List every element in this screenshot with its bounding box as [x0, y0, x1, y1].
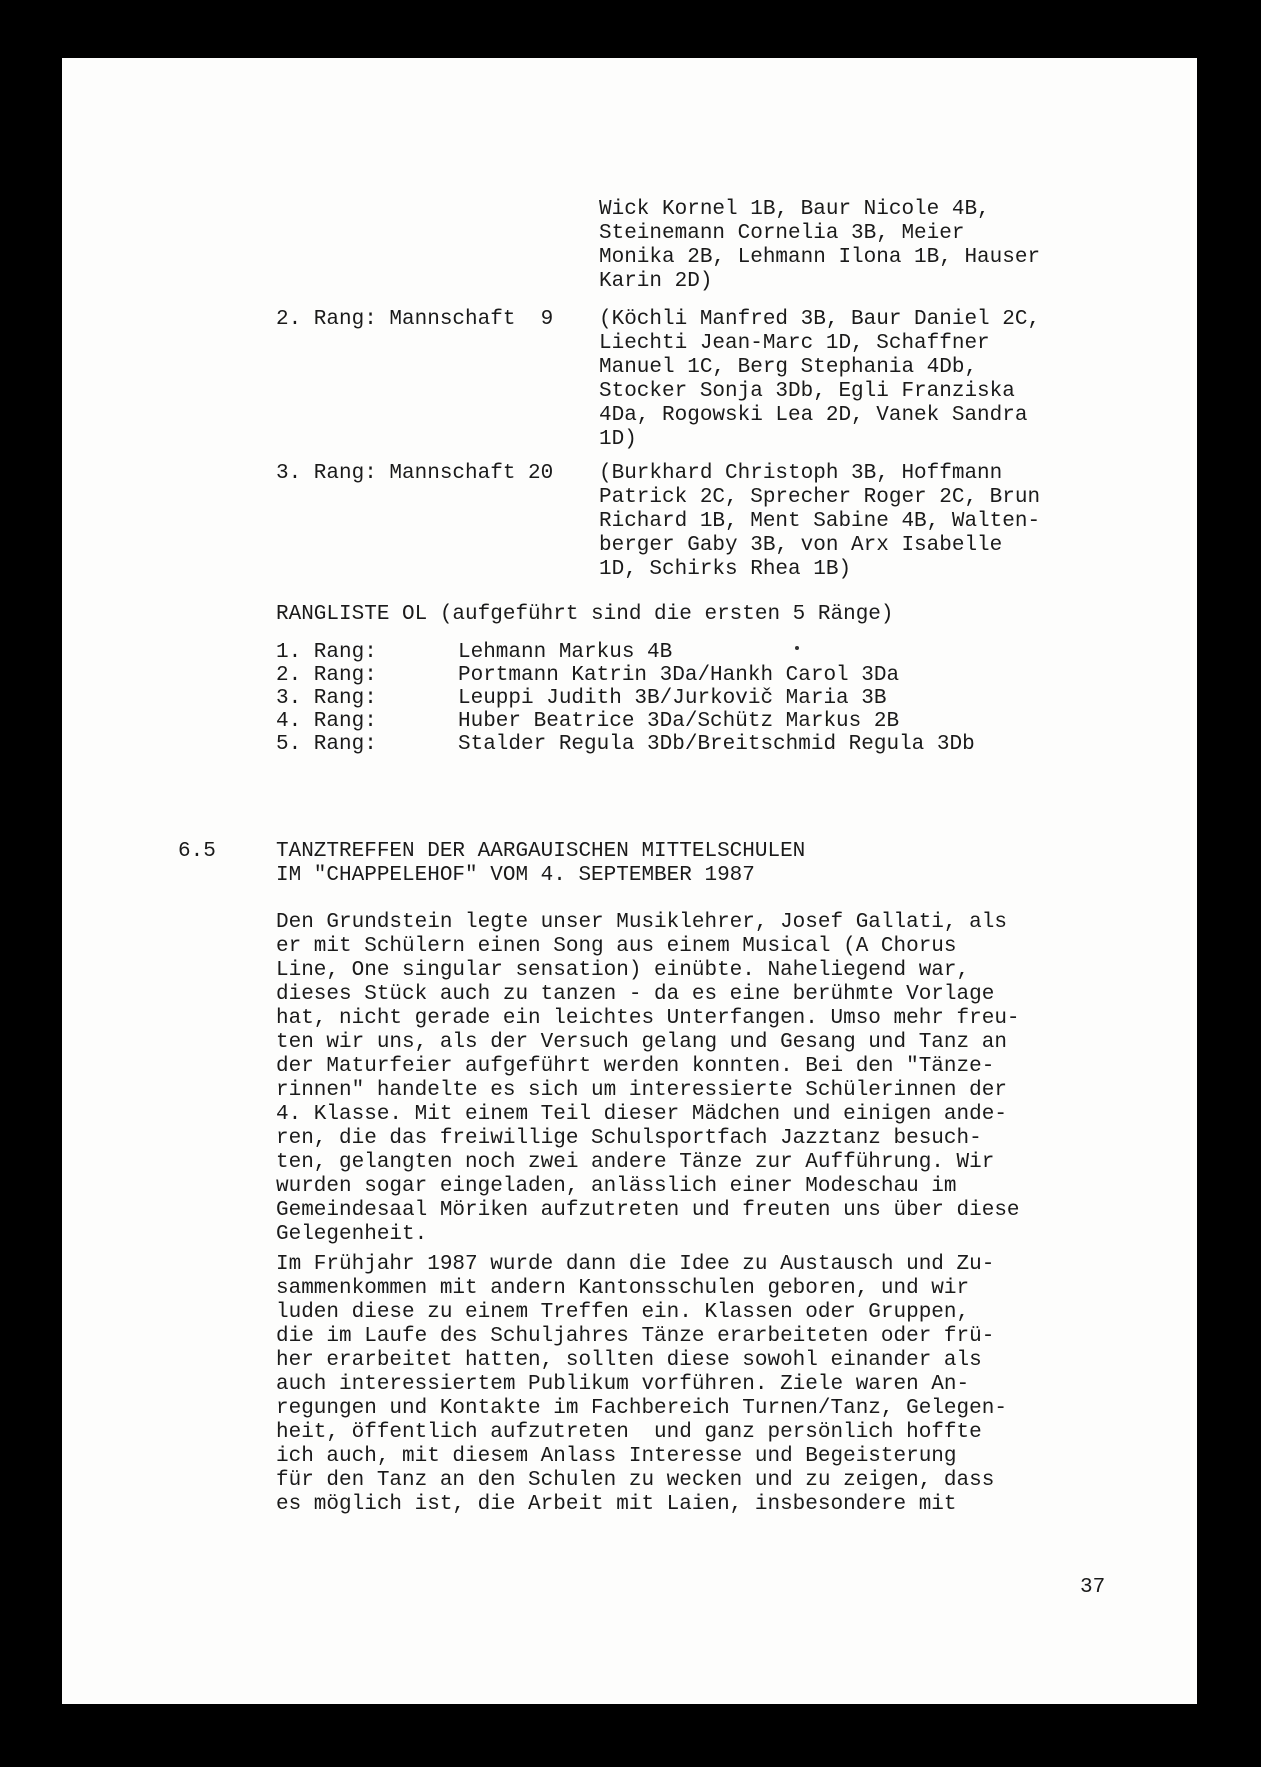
section-number: 6.5 — [178, 840, 216, 863]
rank3-members: (Burkhard Christoph 3B, Hoffmann Patrick 2C, Sprecher Roger 2C, Brun Richard 1B, Ment Sabine 4B, Walten- berger Gaby 3B, von Arx Isabelle 1D, Schirks Rhea 1B) — [599, 462, 1041, 581]
ol-rank-label: 2. Rang: — [276, 664, 377, 687]
ol-rank-names: Portmann Katrin 3Da/Hankh Carol 3Da — [458, 664, 900, 687]
ol-rank-names: Huber Beatrice 3Da/Schütz Markus 2B — [458, 710, 900, 733]
rank3-label: 3. Rang: Mannschaft 20 — [276, 462, 554, 485]
body-paragraph-1: Den Grundstein legte unser Musiklehrer, Josef Gallati, als er mit Schülern einen Song aus einem Musical (A Chorus Line, One singular sensation) einübte. Naheliegend war, dieses Stück auch zu tanzen - da es eine berühmte Vorlage hat, nicht gerade ein leichtes Unterfangen. Umso mehr freu- ten wir uns, als der Versuch gelang und Gesang und Tanz an der Maturfeier aufgeführt werden konnten. Bei den "Tänze- rinnen" handelte es sich um interessierte Schülerinnen der 4. Klasse. Mit einem Teil dieser Mädchen und einigen ande- ren, die das freiwillige Schulsportfach Jazztanz besuch- ten, gelangten noch zwei andere Tänze zur Aufführung. Wir wurden sogar eingeladen, anlässlich einer Modeschau im Gemeindesaal Möriken aufzutreten und freuten uns über diese Gelegenheit. — [276, 911, 1020, 1246]
ol-rank-names: Lehmann Markus 4B — [458, 641, 673, 664]
page-number: 37 — [1080, 1576, 1106, 1599]
rank2-label: 2. Rang: Mannschaft 9 — [276, 308, 554, 331]
stray-dot — [795, 646, 799, 650]
rank2-members: (Köchli Manfred 3B, Baur Daniel 2C, Liechti Jean-Marc 1D, Schaffner Manuel 1C, Berg Stephania 4Db, Stocker Sonja 3Db, Egli Franziska 4Da, Rogowski Lea 2D, Vanek Sandra 1D) — [599, 308, 1041, 451]
ol-rank-label: 5. Rang: — [276, 733, 377, 756]
ol-rank-names: Stalder Regula 3Db/Breitschmid Regula 3Db — [458, 733, 975, 756]
body-paragraph-2: Im Frühjahr 1987 wurde dann die Idee zu Austausch und Zu- sammenkommen mit andern Kantonsschulen geboren, und wir luden diese zu einem Treffen ein. Klassen oder Gruppen, die im Laufe des Schuljahres Tänze erarbeiteten oder frü- her erarbeitet hatten, sollten diese sowohl einander als auch interessiertem Publikum vorführen. Ziele waren An- regungen und Kontakte im Fachbereich Turnen/Tanz, Gelegen- heit, öffentlich aufzutreten und ganz persönlich hoffte ich auch, mit diesem Anlass Interesse und Begeisterung für den Tanz an den Schulen zu wecken und zu zeigen, dass es möglich ist, die Arbeit mit Laien, insbesondere mit — [276, 1253, 1007, 1516]
ol-rank-label: 4. Rang: — [276, 710, 377, 733]
ol-rank-label: 3. Rang: — [276, 687, 377, 710]
team-members-rank1-continued: Wick Kornel 1B, Baur Nicole 4B, Steinemann Cornelia 3B, Meier Monika 2B, Lehmann Ilona 1B, Hauser Karin 2D) — [599, 198, 1041, 293]
ol-rank-names: Leuppi Judith 3B/Jurkovič Maria 3B — [458, 687, 887, 710]
ol-rank-label: 1. Rang: — [276, 641, 377, 664]
ol-ranking-title: RANGLISTE OL (aufgeführt sind die ersten 5 Ränge) — [276, 603, 894, 626]
section-title: TANZTREFFEN DER AARGAUISCHEN MITTELSCHULEN IM "CHAPPELEHOF" VOM 4. SEPTEMBER 1987 — [276, 840, 806, 887]
